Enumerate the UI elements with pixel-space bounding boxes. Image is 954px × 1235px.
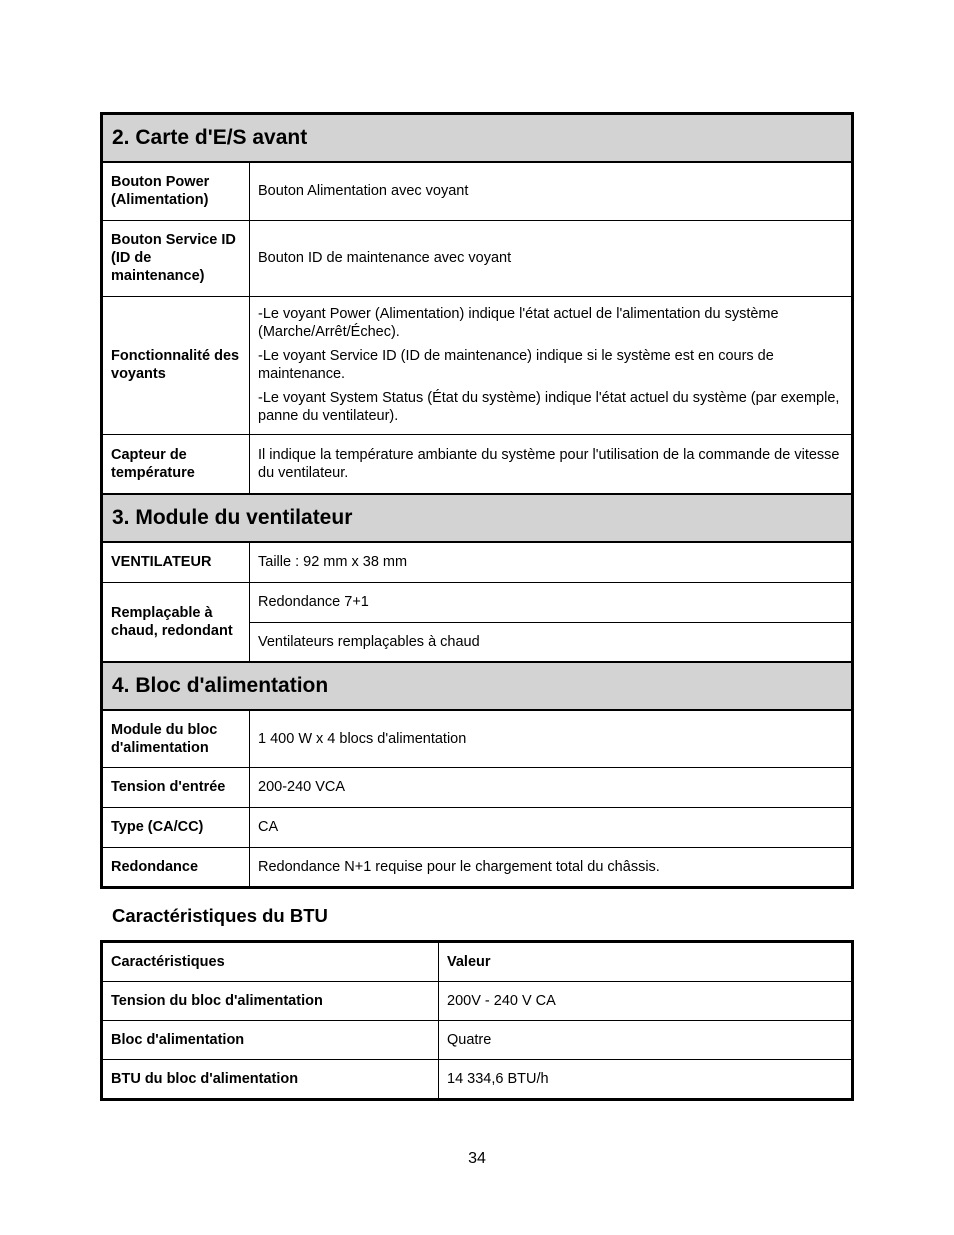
section-header [102, 114, 853, 163]
row-value: CA [250, 807, 853, 847]
row-value: Bouton ID de maintenance avec voyant [250, 220, 853, 296]
row-value: 1 400 W x 4 blocs d'alimentation [250, 710, 853, 767]
led-description-power: -Le voyant Power (Alimentation) indique l'état actuel de l'alimentation du système (Marche/Arrêt/Échec). [258, 306, 779, 340]
row-value: Redondance N+1 requise pour le chargement total du châssis. [250, 847, 853, 887]
row-label: Capteur de température [102, 434, 250, 494]
table-row [102, 1060, 853, 1100]
row-value: Redondance 7+1 [250, 582, 853, 622]
table-row [102, 296, 853, 434]
row-value: Taille : 92 mm x 38 mm [250, 542, 853, 582]
column-header: Caractéristiques [102, 942, 439, 982]
specifications-table [100, 112, 854, 889]
section-title: 4. Bloc d'alimentation [102, 662, 853, 710]
table-row [102, 767, 853, 807]
table-row [102, 710, 853, 767]
row-label: Bouton Power (Alimentation) [102, 162, 250, 220]
btu-heading: Caractéristiques du BTU [112, 905, 328, 926]
row-label: BTU du bloc d'alimentation [102, 1060, 439, 1100]
row-label: Tension d'entrée [102, 767, 250, 807]
table-row [102, 847, 853, 887]
row-label: Module du bloc d'alimentation [102, 710, 250, 767]
table-row [102, 220, 853, 296]
table-row [102, 434, 853, 494]
table-header-row [102, 942, 853, 982]
section-title: 3. Module du ventilateur [102, 494, 853, 542]
row-value: Quatre [439, 1021, 853, 1060]
table-row [102, 582, 853, 622]
row-value: 200V - 240 V CA [439, 982, 853, 1021]
row-label: Bloc d'alimentation [102, 1021, 439, 1060]
table-row [102, 982, 853, 1021]
section-header [102, 662, 853, 710]
row-label: Tension du bloc d'alimentation [102, 982, 439, 1021]
table-row [102, 807, 853, 847]
row-value: Il indique la température ambiante du système pour l'utilisation de la commande de vitesse du ventilateur. [250, 434, 853, 494]
row-label: Remplaçable à chaud, redondant [102, 582, 250, 662]
table-row [102, 542, 853, 582]
led-description-system-status: -Le voyant System Status (État du système) indique l'état actuel du système (par exemple, panne du ventilateur). [258, 390, 840, 424]
row-value: Bouton Alimentation avec voyant [250, 162, 853, 220]
row-value: 14 334,6 BTU/h [439, 1060, 853, 1100]
table-row [102, 162, 853, 220]
page-number: 34 [468, 1150, 486, 1167]
row-label: Redondance [102, 847, 250, 887]
row-value: Ventilateurs remplaçables à chaud [250, 622, 853, 662]
column-header: Valeur [439, 942, 853, 982]
row-value: 200-240 VCA [250, 767, 853, 807]
row-label: VENTILATEUR [102, 542, 250, 582]
row-label: Type (CA/CC) [102, 807, 250, 847]
table-row [102, 1021, 853, 1060]
row-label: Fonctionnalité des voyants [102, 296, 250, 434]
row-value [250, 296, 853, 434]
row-label: Bouton Service ID (ID de maintenance) [102, 220, 250, 296]
btu-table [100, 940, 854, 1101]
section-title: 2. Carte d'E/S avant [102, 114, 853, 163]
section-header [102, 494, 853, 542]
led-description-service-id: -Le voyant Service ID (ID de maintenance) indique si le système est en cours de maintenance. [258, 348, 774, 382]
